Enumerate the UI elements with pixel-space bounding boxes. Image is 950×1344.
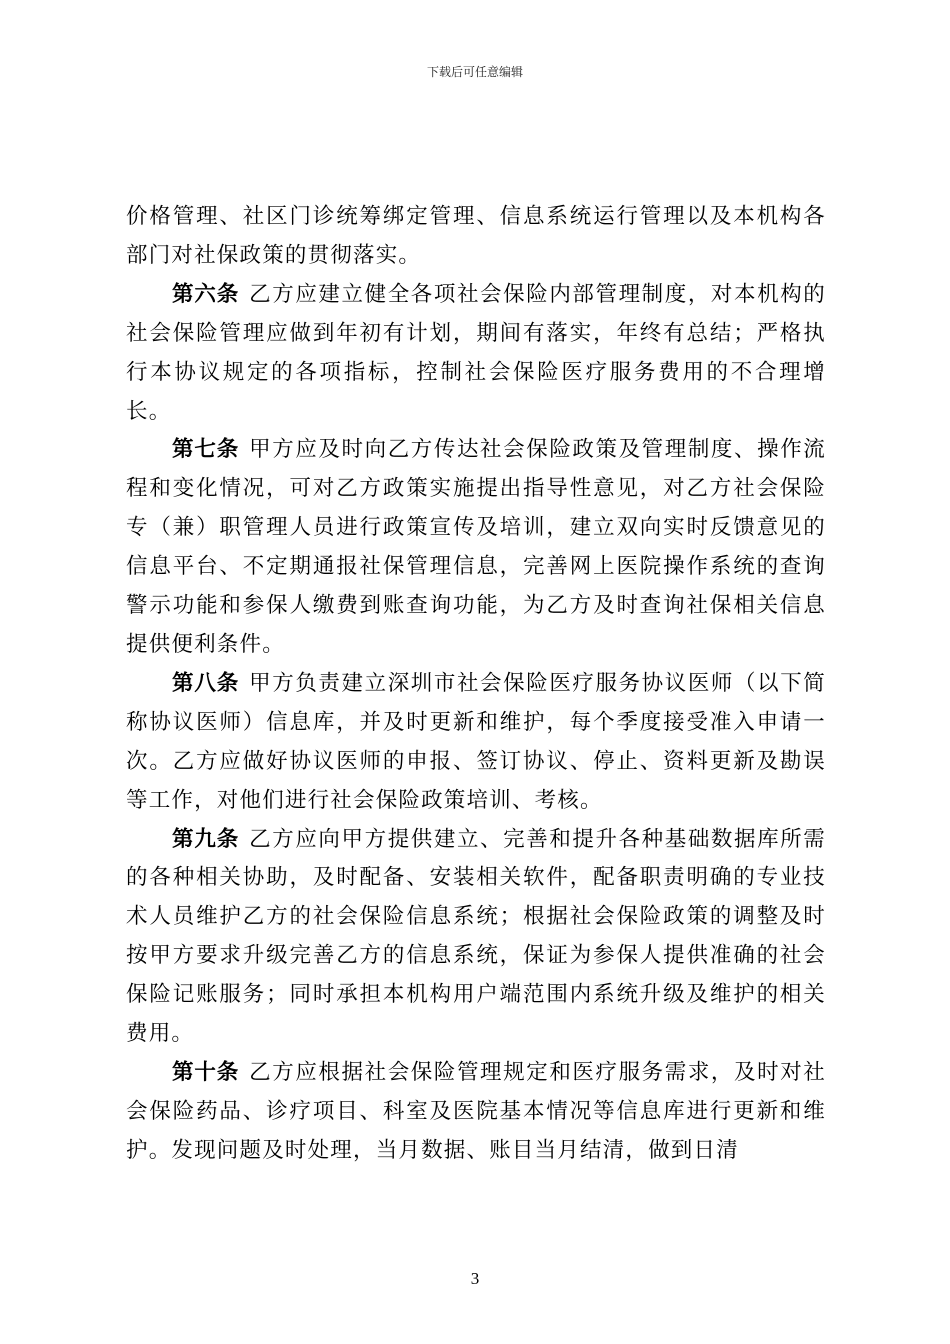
article-number: 第九条 xyxy=(172,826,240,852)
paragraph-text: 价格管理、社区门诊统筹绑定管理、信息系统运行管理以及本机构各部门对社保政策的贯彻落实。 xyxy=(126,204,826,268)
article-number: 第八条 xyxy=(172,670,240,696)
paragraph-article-6 xyxy=(126,276,826,432)
paragraph-text: 乙方应根据社会保险管理规定和医疗服务需求，及时对社会保险药品、诊疗项目、科室及医院基本情况等信息库进行更新和维护。发现问题及时处理，当月数据、账目当月结清，做到日清 xyxy=(126,1059,826,1163)
page-header: 下载后可任意编辑 xyxy=(426,65,523,79)
paragraph-article-10 xyxy=(126,1054,826,1171)
article-number: 第七条 xyxy=(172,437,240,463)
paragraph-text: 甲方应及时向乙方传达社会保险政策及管理制度、操作流程和变化情况，可对乙方政策实施提出指导性意见，对乙方社会保险专（兼）职管理人员进行政策宣传及培训，建立双向实时反馈意见的信息平台、不定期通报社保管理信息，完善网上医院操作系统的查询警示功能和参保人缴费到账查询功能，为乙方及时查询社保相关信息提供便利条件。 xyxy=(126,437,826,657)
article-number: 第十条 xyxy=(172,1059,240,1085)
article-number: 第六条 xyxy=(172,281,240,307)
paragraph-text: 乙方应建立健全各项社会保险内部管理制度，对本机构的社会保险管理应做到年初有计划，期间有落实，年终有总结；严格执行本协议规定的各项指标，控制社会保险医疗服务费用的不合理增长。 xyxy=(126,281,826,424)
paragraph-text: 甲方负责建立深圳市社会保险医疗服务协议医师（以下简称协议医师）信息库，并及时更新和维护，每个季度接受准入申请一次。乙方应做好协议医师的申报、签订协议、停止、资料更新及勘误等工作，对他们进行社会保险政策培训、考核。 xyxy=(126,670,826,813)
paragraph-text: 乙方应向甲方提供建立、完善和提升各种基础数据库所需的各种相关协助，及时配备、安装相关软件，配备职责明确的专业技术人员维护乙方的社会保险信息系统；根据社会保险政策的调整及时按甲方要求升级完善乙方的信息系统，保证为参保人提供准确的社会保险记账服务；同时承担本机构用户端范围内系统升级及维护的相关费用。 xyxy=(126,826,826,1047)
paragraph-article-7 xyxy=(126,431,826,664)
paragraph-continuation xyxy=(126,198,826,276)
paragraph-article-8 xyxy=(126,665,826,821)
paragraph-article-9 xyxy=(126,821,826,1054)
document-body xyxy=(126,198,826,1171)
page-number: 3 xyxy=(470,1269,480,1288)
